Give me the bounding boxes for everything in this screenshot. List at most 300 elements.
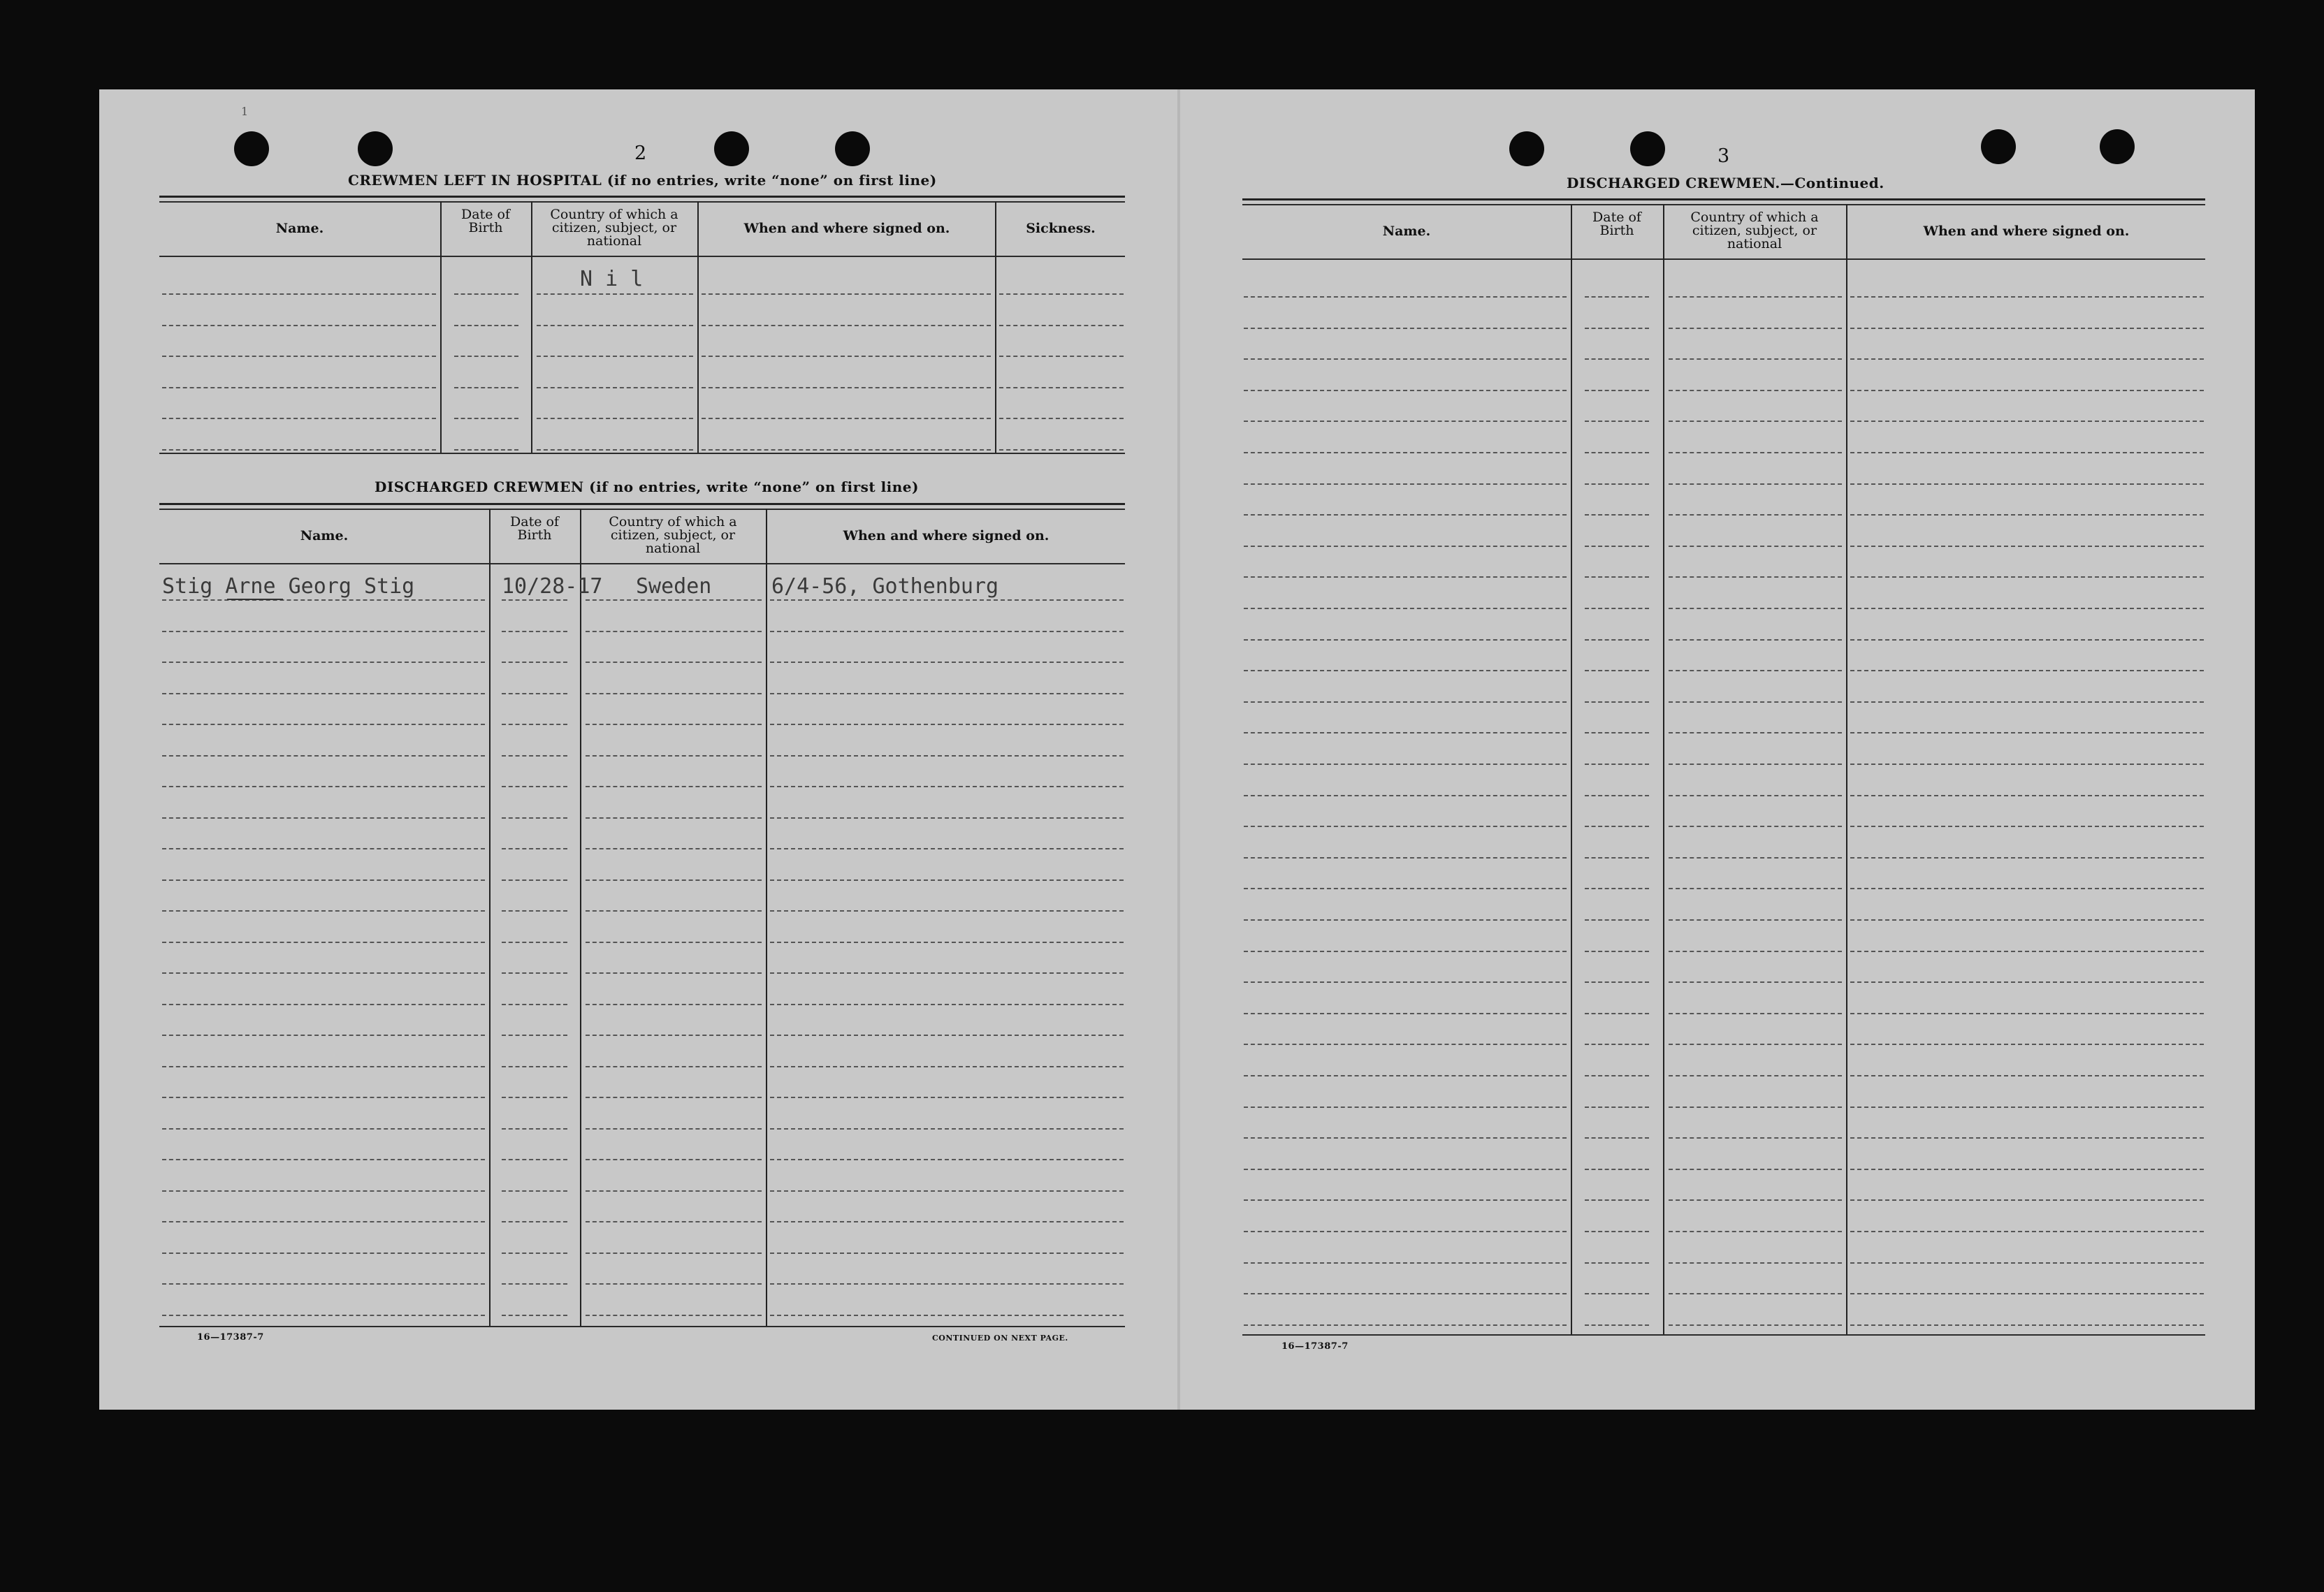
ruled-line <box>1244 390 1567 391</box>
ruled-line <box>1585 795 1649 796</box>
ruled-line <box>1669 764 1842 765</box>
ruled-line <box>1850 1013 2204 1014</box>
right-table-top-rule-2 <box>1242 204 2205 205</box>
ruled-line <box>1669 1169 1842 1170</box>
ruled-line <box>770 755 1124 757</box>
ruled-line <box>1244 1013 1567 1014</box>
ruled-line <box>502 599 567 601</box>
ruled-line <box>1585 1324 1649 1326</box>
ruled-line <box>1669 1199 1842 1201</box>
ruled-line <box>1669 452 1842 453</box>
ruled-line <box>1585 981 1649 983</box>
punch-hole <box>1509 131 1544 166</box>
ruled-line <box>586 662 762 663</box>
ruled-line <box>770 693 1124 694</box>
ruled-line <box>1669 390 1842 391</box>
ruled-line <box>454 356 518 357</box>
ruled-line <box>162 1035 485 1036</box>
ruled-line <box>770 724 1124 725</box>
ruled-line <box>1244 1075 1567 1076</box>
ruled-line <box>1850 857 2204 859</box>
ruled-line <box>1850 919 2204 921</box>
ruled-line <box>1244 1044 1567 1045</box>
ruled-line <box>1585 857 1649 859</box>
ruled-line <box>770 848 1124 849</box>
ruled-line <box>702 356 991 357</box>
ruled-line <box>1850 390 2204 391</box>
ruled-line <box>1585 1199 1649 1201</box>
ruled-line <box>1244 701 1567 703</box>
punch-hole <box>714 131 749 166</box>
ruled-line <box>502 972 567 974</box>
ruled-line <box>537 418 693 419</box>
page-number-right: 3 <box>1717 145 1730 167</box>
ruled-line <box>1585 452 1649 453</box>
punch-hole <box>2100 129 2135 164</box>
ruled-line <box>502 724 567 725</box>
ruled-line <box>586 1221 762 1222</box>
ruled-line <box>537 325 693 326</box>
ruled-line <box>586 972 762 974</box>
discharged-col-divider <box>580 509 581 1326</box>
discharged-table-header-rule <box>159 563 1125 564</box>
ruled-line <box>1585 951 1649 952</box>
ruled-line <box>1669 1137 1842 1139</box>
ruled-line <box>1244 1262 1567 1264</box>
ruled-line <box>586 1097 762 1098</box>
ruled-line <box>586 786 762 787</box>
ruled-line <box>1850 701 2204 703</box>
ruled-line <box>502 848 567 849</box>
ruled-line <box>502 1253 567 1254</box>
ruled-line <box>999 418 1124 419</box>
ruled-line <box>770 910 1124 912</box>
hospital-col-divider <box>995 201 996 453</box>
ruled-line <box>1244 483 1567 485</box>
ruled-line <box>1669 1075 1842 1076</box>
page-fold <box>1177 89 1180 1410</box>
ruled-line <box>770 662 1124 663</box>
ruled-line <box>770 942 1124 943</box>
ruled-line <box>1585 888 1649 889</box>
ruled-line <box>162 910 485 912</box>
discharged-section-title: DISCHARGED CREWMEN (if no entries, write “none” on first line) <box>375 479 919 495</box>
ruled-line <box>586 1035 762 1036</box>
ruled-line <box>162 693 485 694</box>
discharged-col-divider <box>766 509 767 1326</box>
ruled-line <box>162 786 485 787</box>
ruled-line <box>1585 1262 1649 1264</box>
ruled-line <box>1850 576 2204 578</box>
ruled-line <box>999 449 1124 451</box>
ruled-line <box>1585 390 1649 391</box>
ruled-line <box>537 356 693 357</box>
ruled-line <box>702 293 991 295</box>
ruled-line <box>770 972 1124 974</box>
ruled-line <box>502 1283 567 1285</box>
hospital-header-sickness: Sickness. <box>1026 221 1096 236</box>
ruled-line <box>1669 951 1842 952</box>
ruled-line <box>162 817 485 819</box>
ruled-line <box>999 293 1124 295</box>
ruled-line <box>1850 328 2204 329</box>
ruled-line <box>770 1066 1124 1067</box>
ruled-line <box>1244 1324 1567 1326</box>
ruled-line <box>162 1221 485 1222</box>
ruled-line <box>586 693 762 694</box>
ruled-line <box>1850 358 2204 360</box>
ruled-line <box>502 786 567 787</box>
ruled-line <box>1585 576 1649 578</box>
ruled-line <box>770 1221 1124 1222</box>
ruled-line <box>586 910 762 912</box>
ruled-line <box>1585 328 1649 329</box>
punch-hole <box>1630 131 1665 166</box>
ruled-line <box>770 879 1124 881</box>
ruled-line <box>1244 795 1567 796</box>
ruled-line <box>454 449 518 451</box>
ruled-line <box>770 817 1124 819</box>
ruled-line <box>1244 296 1567 298</box>
ruled-line <box>162 631 485 632</box>
discharged-table-bottom-rule <box>159 1326 1125 1327</box>
hospital-table-bottom-rule <box>159 453 1125 454</box>
right-col-divider <box>1571 204 1572 1334</box>
ruled-line <box>1585 919 1649 921</box>
ruled-line <box>586 755 762 757</box>
ruled-line <box>1850 1137 2204 1139</box>
ruled-line <box>162 724 485 725</box>
ruled-line <box>1585 826 1649 827</box>
discharged-header-country: Country of which a citizen, subject, or national <box>609 514 737 556</box>
ruled-line <box>502 1190 567 1192</box>
ruled-line <box>1669 1262 1842 1264</box>
ruled-line <box>162 879 485 881</box>
ruled-line <box>162 942 485 943</box>
ruled-line <box>502 755 567 757</box>
ruled-line <box>1850 1293 2204 1294</box>
right-header-dob: Date of Birth <box>1592 210 1641 238</box>
ruled-line <box>1850 732 2204 733</box>
ruled-line <box>502 1315 567 1316</box>
ruled-line <box>1850 1044 2204 1045</box>
ruled-line <box>586 879 762 881</box>
right-header-country: Country of which a citizen, subject, or national <box>1690 210 1819 251</box>
ruled-line <box>1850 296 2204 298</box>
ruled-line <box>1244 888 1567 889</box>
ruled-line <box>1585 1169 1649 1170</box>
discharged-header-name: Name. <box>300 528 349 543</box>
ruled-line <box>1244 639 1567 641</box>
ruled-line <box>1244 981 1567 983</box>
ruled-line <box>1850 888 2204 889</box>
ruled-line <box>1585 1107 1649 1108</box>
ruled-line <box>1585 639 1649 641</box>
ruled-line <box>454 418 518 419</box>
ruled-line <box>502 1097 567 1098</box>
ruled-line <box>1850 795 2204 796</box>
ruled-line <box>1244 358 1567 360</box>
ruled-line <box>586 1283 762 1285</box>
discharged-header-signed-on: When and where signed on. <box>843 528 1050 543</box>
ruled-line <box>586 631 762 632</box>
ruled-line <box>1850 483 2204 485</box>
punch-hole <box>358 131 393 166</box>
ruled-line <box>702 449 991 451</box>
ruled-line <box>770 631 1124 632</box>
ruled-line <box>1244 1169 1567 1170</box>
ruled-line <box>1244 764 1567 765</box>
ruled-line <box>1669 1013 1842 1014</box>
ruled-line <box>1669 1107 1842 1108</box>
ruled-line <box>1850 421 2204 422</box>
continued-note: CONTINUED ON NEXT PAGE. <box>932 1334 1068 1343</box>
ruled-line <box>1244 1293 1567 1294</box>
ruled-line <box>1669 1324 1842 1326</box>
ruled-line <box>586 1190 762 1192</box>
ruled-line <box>586 1066 762 1067</box>
ruled-line <box>1850 514 2204 516</box>
ruled-line <box>586 1253 762 1254</box>
ruled-line <box>999 387 1124 388</box>
ruled-line <box>162 325 436 326</box>
ruled-line <box>1850 1231 2204 1232</box>
ruled-line <box>1244 1137 1567 1139</box>
ruled-line <box>1585 358 1649 360</box>
ruled-line <box>586 817 762 819</box>
ruled-line <box>162 848 485 849</box>
form-number-left: 16—17387-7 <box>197 1332 264 1343</box>
ruled-line <box>770 1004 1124 1005</box>
ruled-line <box>1244 1107 1567 1108</box>
entry-signed-on: 6/4-56, Gothenburg <box>771 574 999 599</box>
ruled-line <box>1669 888 1842 889</box>
ruled-line <box>1244 546 1567 547</box>
ruled-line <box>454 325 518 326</box>
ruled-line <box>1585 1293 1649 1294</box>
entry-country: Sweden <box>636 574 712 599</box>
ruled-line <box>702 325 991 326</box>
ruled-line <box>770 1159 1124 1160</box>
ruled-line <box>162 755 485 757</box>
ruled-line <box>162 1253 485 1254</box>
ruled-line <box>770 1035 1124 1036</box>
ruled-line <box>1585 1231 1649 1232</box>
ruled-line <box>1244 452 1567 453</box>
ruled-line <box>162 1159 485 1160</box>
ruled-line <box>586 1159 762 1160</box>
hospital-table-top-rule <box>159 196 1125 198</box>
ruled-line <box>1669 514 1842 516</box>
discharged-table-top-rule-2 <box>159 509 1125 510</box>
ruled-line <box>162 418 436 419</box>
ruled-line <box>1850 452 2204 453</box>
ruled-line <box>1669 608 1842 609</box>
ruled-line <box>1669 328 1842 329</box>
punch-hole <box>1981 129 2016 164</box>
ruled-line <box>586 1128 762 1130</box>
ruled-line <box>586 724 762 725</box>
ruled-line <box>502 1128 567 1130</box>
name-underline <box>227 599 283 600</box>
discharged-header-dob: Date of Birth <box>510 514 559 543</box>
ruled-line <box>162 1097 485 1098</box>
right-table-header-rule <box>1242 258 2205 260</box>
right-header-signed-on: When and where signed on. <box>1923 224 2130 239</box>
ruled-line <box>1669 701 1842 703</box>
ruled-line <box>1585 546 1649 547</box>
ruled-line <box>586 848 762 849</box>
ruled-line <box>1850 1262 2204 1264</box>
hospital-table-header-rule <box>159 256 1125 257</box>
ruled-line <box>1585 483 1649 485</box>
ruled-line <box>1669 981 1842 983</box>
ruled-line <box>770 599 1124 601</box>
ruled-line <box>770 1190 1124 1192</box>
ruled-line <box>502 1066 567 1067</box>
ruled-line <box>1244 732 1567 733</box>
discharged-col-divider <box>489 509 491 1326</box>
ruled-line <box>502 1159 567 1160</box>
discharged-table-top-rule <box>159 503 1125 505</box>
entry-date-of-birth: 10/28-17 <box>502 574 603 599</box>
ruled-line <box>1585 608 1649 609</box>
hospital-col-divider <box>440 201 442 453</box>
ruled-line <box>162 1190 485 1192</box>
ruled-line <box>1850 764 2204 765</box>
ruled-line <box>537 293 693 295</box>
ruled-line <box>502 1004 567 1005</box>
hospital-col-divider <box>531 201 532 453</box>
ruled-line <box>1850 546 2204 547</box>
ruled-line <box>1244 576 1567 578</box>
hospital-section-title: CREWMEN LEFT IN HOSPITAL (if no entries, write “none” on first line) <box>348 172 937 189</box>
hospital-col-divider <box>697 201 699 453</box>
ruled-line <box>502 817 567 819</box>
ruled-line <box>770 1097 1124 1098</box>
right-table-bottom-rule <box>1242 1334 2205 1336</box>
entry-name: Stig Arne Georg Stig <box>162 574 415 599</box>
hospital-header-name: Name. <box>275 221 324 236</box>
ruled-line <box>1585 514 1649 516</box>
ruled-line <box>162 972 485 974</box>
ruled-line <box>1669 358 1842 360</box>
ruled-line <box>1244 670 1567 671</box>
ruled-line <box>537 387 693 388</box>
ruled-line <box>1850 981 2204 983</box>
ruled-line <box>1244 857 1567 859</box>
ruled-line <box>1244 421 1567 422</box>
ruled-line <box>162 356 436 357</box>
hospital-header-dob: Date of Birth <box>461 207 510 235</box>
ruled-line <box>502 910 567 912</box>
ruled-line <box>1669 1231 1842 1232</box>
ruled-line <box>1850 826 2204 827</box>
ruled-line <box>162 662 485 663</box>
hospital-header-signed-on: When and where signed on. <box>743 221 950 236</box>
ruled-line <box>1850 1107 2204 1108</box>
ruled-line <box>1850 670 2204 671</box>
hospital-header-country: Country of which a citizen, subject, or national <box>550 207 678 249</box>
ruled-line <box>1669 1293 1842 1294</box>
ruled-line <box>586 942 762 943</box>
ruled-line <box>770 786 1124 787</box>
ruled-line <box>1585 421 1649 422</box>
right-col-divider <box>1846 204 1847 1334</box>
ruled-line <box>502 942 567 943</box>
discharged-continued-title: DISCHARGED CREWMEN.—Continued. <box>1567 175 1884 191</box>
ruled-line <box>1585 1013 1649 1014</box>
ruled-line <box>1669 639 1842 641</box>
ruled-line <box>1669 296 1842 298</box>
ruled-line <box>1669 1044 1842 1045</box>
ruled-line <box>586 1315 762 1316</box>
ruled-line <box>1669 483 1842 485</box>
page-number-left: 2 <box>634 143 647 164</box>
ruled-line <box>162 1004 485 1005</box>
ruled-line <box>999 356 1124 357</box>
ruled-line <box>1585 1075 1649 1076</box>
ruled-line <box>702 387 991 388</box>
ruled-line <box>502 662 567 663</box>
ruled-line <box>162 599 485 601</box>
ruled-line <box>1244 1231 1567 1232</box>
ruled-line <box>1585 701 1649 703</box>
ruled-line <box>454 387 518 388</box>
right-table-top-rule <box>1242 198 2205 200</box>
ruled-line <box>1244 919 1567 921</box>
ruled-line <box>770 1253 1124 1254</box>
ruled-line <box>1669 576 1842 578</box>
ruled-line <box>770 1283 1124 1285</box>
ruled-line <box>1850 639 2204 641</box>
ruled-line <box>1850 1324 2204 1326</box>
punch-hole <box>835 131 870 166</box>
ruled-line <box>1850 1169 2204 1170</box>
right-header-name: Name. <box>1382 224 1431 239</box>
ruled-line <box>162 1066 485 1067</box>
form-number-right: 16—17387-7 <box>1281 1341 1349 1352</box>
ruled-line <box>454 293 518 295</box>
ruled-line <box>1244 1199 1567 1201</box>
hospital-nil-entry: N i l <box>580 267 644 291</box>
ruled-line <box>1850 608 2204 609</box>
ruled-line <box>1585 1137 1649 1139</box>
ruled-line <box>1669 919 1842 921</box>
ruled-line <box>502 631 567 632</box>
ruled-line <box>999 325 1124 326</box>
ruled-line <box>770 1128 1124 1130</box>
ruled-line <box>162 1128 485 1130</box>
ruled-line <box>162 293 436 295</box>
ruled-line <box>1669 421 1842 422</box>
ruled-line <box>162 387 436 388</box>
ruled-line <box>1850 951 2204 952</box>
ruled-line <box>1850 1075 2204 1076</box>
ruled-line <box>586 599 762 601</box>
ruled-line <box>1244 514 1567 516</box>
ruled-line <box>586 1004 762 1005</box>
ruled-line <box>1244 328 1567 329</box>
ruled-line <box>1244 826 1567 827</box>
ruled-line <box>1669 546 1842 547</box>
ruled-line <box>162 1283 485 1285</box>
ruled-line <box>1669 857 1842 859</box>
ruled-line <box>1585 296 1649 298</box>
corner-mark: 1 <box>241 105 249 118</box>
ruled-line <box>1850 1199 2204 1201</box>
ruled-line <box>1669 826 1842 827</box>
